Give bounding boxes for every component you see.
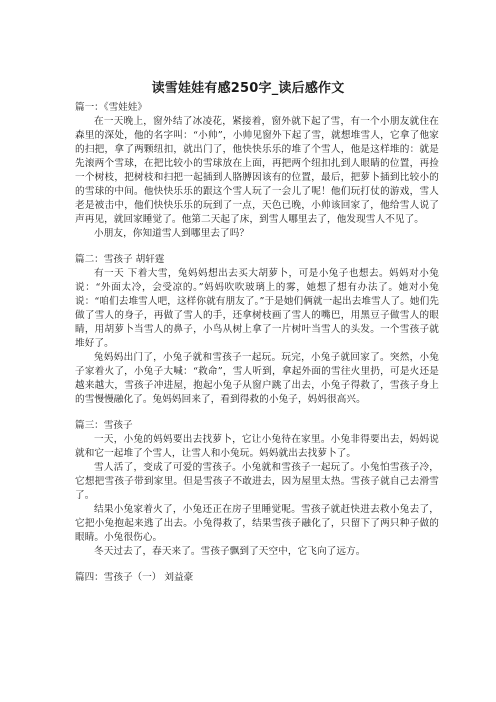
section-gap (75, 407, 439, 419)
section-heading-2: 篇二：雪孩子 胡轩霆 (75, 254, 165, 265)
document-title: 读雪娃娃有感250字_读后感作文 (151, 81, 345, 96)
section-heading-1: 篇一：《雪娃娃》 (75, 102, 147, 113)
paragraph: 一天，小兔的妈妈要出去找萝卜，它让小兔待在家里。小兔非得要出去，妈妈说就和它一起堆了个雪人，让雪人和小兔玩。妈妈就出去找萝卜了。 (75, 434, 439, 459)
section-heading-4: 篇四：雪孩子（一） 刘益豪 (75, 572, 194, 583)
paragraph: 冬天过去了，春天来了。雪孩子飘到了天空中，它飞向了远方。 (94, 546, 366, 557)
paragraph: 有一天 下着大雪，兔妈妈想出去买大胡萝卜，可是小兔子也想去。妈妈对小兔说：“外面太冷，会受凉的。”妈妈吹吹玻璃上的雾，她想了想有办法了。她对小兔说：“咱们去堆雪人吧，这样你就有朋友了。”于是她们俩就一起出去堆雪人了。她们先做了雪人的身子，再做了雪人的手，还拿树枝画了雪人的嘴巴，用黑豆子做雪人的眼睛，用胡萝卜当雪人的鼻子，小鸟从树上拿了一片树叶当雪人的头发。一个雪孩子就堆好了。 (75, 268, 439, 349)
paragraph: 兔妈妈出门了，小兔子就和雪孩子一起玩。玩完，小兔子就回家了。突然，小兔子家着火了，小兔子大喊：“救命”，雪人听到，拿起外面的雪往火里扔，可是火还是越来越大，雪孩子冲进屋，抱起小兔子从窗户跳了出去，小兔子得救了，雪孩子身上的雪慢慢融化了。兔妈妈回来了，看到得救的小兔子，妈妈很高兴。 (75, 352, 439, 405)
paragraph: 小朋友，你知道雪人到哪里去了吗？ (94, 228, 250, 239)
paragraph: 雪人活了，变成了可爱的雪孩子。小兔就和雪孩子一起玩了。小兔怕雪孩子冷，它想把雪孩子带到家里。但是雪孩子不敢进去，因为屋里太热。雪孩子就自己去滑雪了。 (75, 462, 439, 501)
section-gap (75, 241, 439, 253)
paragraph: 在一天晚上，窗外结了冰凌花，紧接着，窗外就下起了雪，有一个小朋友就住在森里的深处，他的名字叫：“小帅”，小帅见窗外下起了雪，就想堆雪人，它拿了他家的扫把，拿了两颗纽扣，就出门了，他快快乐乐的堆了个雪人，他是这样堆的：就是先滚两个雪球，在把比较小的雪球放在上面，再把两个纽扣扎到人眼睛的位置，再捡一个树枝，把树枝和扫把一起插到人胳膊因该有的位置，最后，把萝卜插到比较小的的雪球的中间。他快快乐乐的跟这个雪人玩了一会儿了呢！他们玩打仗的游戏，雪人老是被击中，他们快快乐乐的玩到了一点，天色已晚，小帅该回家了，他给雪人说了声再见，就回家睡觉了。他第二天起了床，到雪人哪里去了，他发现雪人不见了。 (75, 116, 439, 225)
document-body (75, 101, 439, 585)
section-gap (75, 559, 439, 571)
paragraph: 结果小兔家着火了，小兔还正在房子里睡觉呢。雪孩子就赶快进去救小兔去了，它把小兔抱起来逃了出去。小兔得救了，结果雪孩子融化了，只留下了两只种子做的眼睛。小兔很伤心。 (75, 504, 439, 543)
section-heading-3: 篇三：雪孩子 (75, 420, 133, 431)
